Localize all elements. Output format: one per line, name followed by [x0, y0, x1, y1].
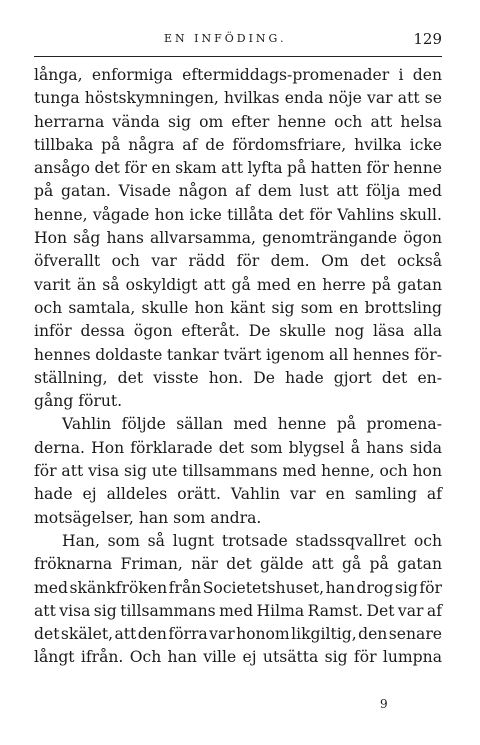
- text-line: varit än så oskyldigt att gå med en herre på gatan: [34, 275, 442, 294]
- text-line: ansågo det för en skam att lyfta på hatten för henne: [34, 159, 442, 178]
- text-line: Vahlin följde sällan med henne på promena-: [62, 415, 442, 434]
- text-line: hennes doldaste tankar tvärt igenom all hennes för-: [34, 345, 442, 364]
- text-line: långa, enformiga eftermiddags-promenader i den: [34, 66, 442, 84]
- text-line: öfverallt och var rädd för dem. Om det också: [34, 252, 442, 271]
- text-line: henne, vågade hon icke tillåta det för Vahlins skull.: [34, 205, 442, 224]
- text-line: motsägelser, han som andra.: [34, 508, 262, 527]
- text-line: och samtala, skulle hon känt sig som en brottsling: [34, 298, 442, 317]
- text-line: på gatan. Visade någon af dem lust att följa med: [34, 182, 442, 201]
- text-line: derna. Hon förklarade det som blygsel å hans sida: [34, 438, 442, 457]
- text-line: ställning, det visste hon. De hade gjort det en-: [34, 368, 442, 387]
- page-number: 129: [413, 30, 442, 48]
- text-line: inför dessa ögon efteråt. De skulle nog läsa alla: [34, 322, 442, 341]
- running-title: EN INFÖDING.: [164, 32, 287, 45]
- signature-mark: 9: [380, 697, 388, 711]
- text-line: fröknarna Friman, när det gälde att gå på gatan: [34, 555, 442, 574]
- text-line: hade ej alldeles orätt. Vahlin var en samling af: [34, 485, 442, 504]
- text-line: att visa sig tillsammans med Hilma Ramst. Det var af: [34, 601, 442, 620]
- text-line: gång förut.: [34, 392, 123, 411]
- header-rule: [34, 56, 442, 57]
- text-line: med skänkfröken från Societetshuset, han drog sig för: [34, 578, 442, 597]
- text-line: långt ifrån. Och han ville ej utsätta sig för lumpna: [34, 648, 442, 667]
- text-line: Han, som så lugnt trotsade stadssqvallret och: [62, 531, 442, 550]
- text-line: herrarna vända sig om efter henne och att helsa: [34, 112, 442, 131]
- text-line: tillbaka på några af de fördomsfriare, hvilka icke: [34, 135, 442, 154]
- body-text: [34, 64, 442, 670]
- text-line: det skälet, att den förra var honom likgiltig, den senare: [34, 625, 442, 644]
- text-line: för att visa sig ute tillsammans med henne, och hon: [34, 462, 442, 481]
- running-head: [34, 32, 442, 54]
- text-line: tunga höstskymningen, hvilkas enda nöje var att se: [34, 89, 442, 108]
- text-line: Hon såg hans allvarsamma, genomträngande ögon: [34, 229, 442, 248]
